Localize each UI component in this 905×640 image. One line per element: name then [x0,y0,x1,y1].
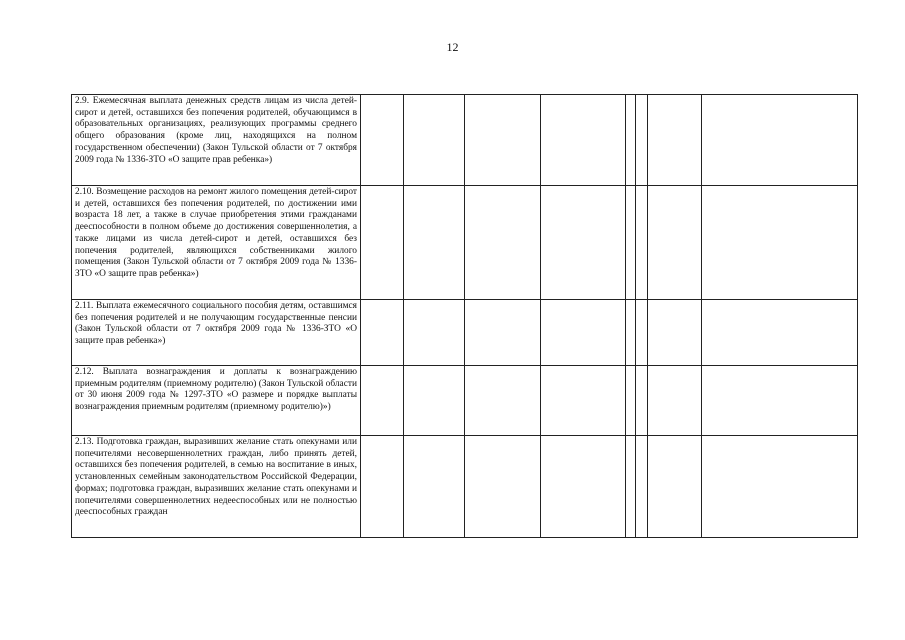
table-row [72,300,858,366]
empty-cell [626,366,636,436]
empty-cell [702,95,858,186]
row-description: 2.13. Подготовка граждан, выразивших желание стать опекунами или попечителями несовершеннолетних граждан, либо принять детей, оставшихся без попечения родителей, в семью на воспитание в иных, установленных семейным законодательством Российской Федерации, формах; подготовка граждан, выразивших желание стать опекунами и попечителями совершеннолетних недееспособных или не полностью дееспособных граждан [72,436,361,538]
empty-cell [626,186,636,300]
empty-cell [361,366,404,436]
empty-cell [404,300,465,366]
table-row [72,186,858,300]
table-row [72,95,858,186]
empty-cell [702,366,858,436]
empty-cell [404,366,465,436]
empty-cell [626,300,636,366]
table-row [72,436,858,538]
empty-cell [361,436,404,538]
empty-cell [648,186,702,300]
row-description: 2.9. Ежемесячная выплата денежных средств лицам из числа детей-сирот и детей, оставшихся без попечения родителей, обучающимся в образовательных организациях, реализующих программы среднего общего образования (кроме лиц, находящихся на полном государственном обеспечении) (Закон Тульской области от 7 октября 2009 года № 1336-ЗТО «О защите прав ребенка») [72,95,361,186]
empty-cell [465,300,541,366]
empty-cell [626,95,636,186]
services-table [71,94,858,538]
table-row [72,366,858,436]
row-description: 2.11. Выплата ежемесячного социального пособия детям, оставшимся без попечения родителей и не получающим государственные пенсии (Закон Тульской области от 7 октября 2009 года № 1336-ЗТО «О защите прав ребенка») [72,300,361,366]
empty-cell [648,95,702,186]
empty-cell [361,95,404,186]
row-description: 2.10. Возмещение расходов на ремонт жилого помещения детей-сирот и детей, оставшихся без попечения родителей, по достижении ими возраста 18 лет, а также в случае приобретения этими гражданами дееспособности в полном объеме до достижения совершеннолетия, а также лицами из числа детей-сирот и детей, оставшихся без попечения родителей, являющихся собственниками жилого помещения (Закон Тульской области от 7 октября 2009 года № 1336-ЗТО «О защите прав ребенка») [72,186,361,300]
empty-cell [465,95,541,186]
empty-cell [702,300,858,366]
empty-cell [636,300,648,366]
empty-cell [648,436,702,538]
empty-cell [541,186,626,300]
empty-cell [648,366,702,436]
empty-cell [541,366,626,436]
row-description: 2.12. Выплата вознаграждения и доплаты к вознаграждению приемным родителям (приемному родителю) (Закон Тульской области от 30 июня 2009 года № 1297-ЗТО «О размере и порядке выплаты вознаграждения приемным родителям (приемному родителю)») [72,366,361,436]
empty-cell [404,186,465,300]
empty-cell [541,436,626,538]
empty-cell [404,95,465,186]
empty-cell [702,436,858,538]
empty-cell [361,300,404,366]
empty-cell [404,436,465,538]
empty-cell [636,436,648,538]
empty-cell [636,95,648,186]
empty-cell [465,366,541,436]
empty-cell [361,186,404,300]
empty-cell [636,186,648,300]
empty-cell [626,436,636,538]
empty-cell [648,300,702,366]
page-number: 12 [446,40,459,54]
empty-cell [702,186,858,300]
empty-cell [541,95,626,186]
empty-cell [465,436,541,538]
empty-cell [541,300,626,366]
empty-cell [465,186,541,300]
empty-cell [636,366,648,436]
